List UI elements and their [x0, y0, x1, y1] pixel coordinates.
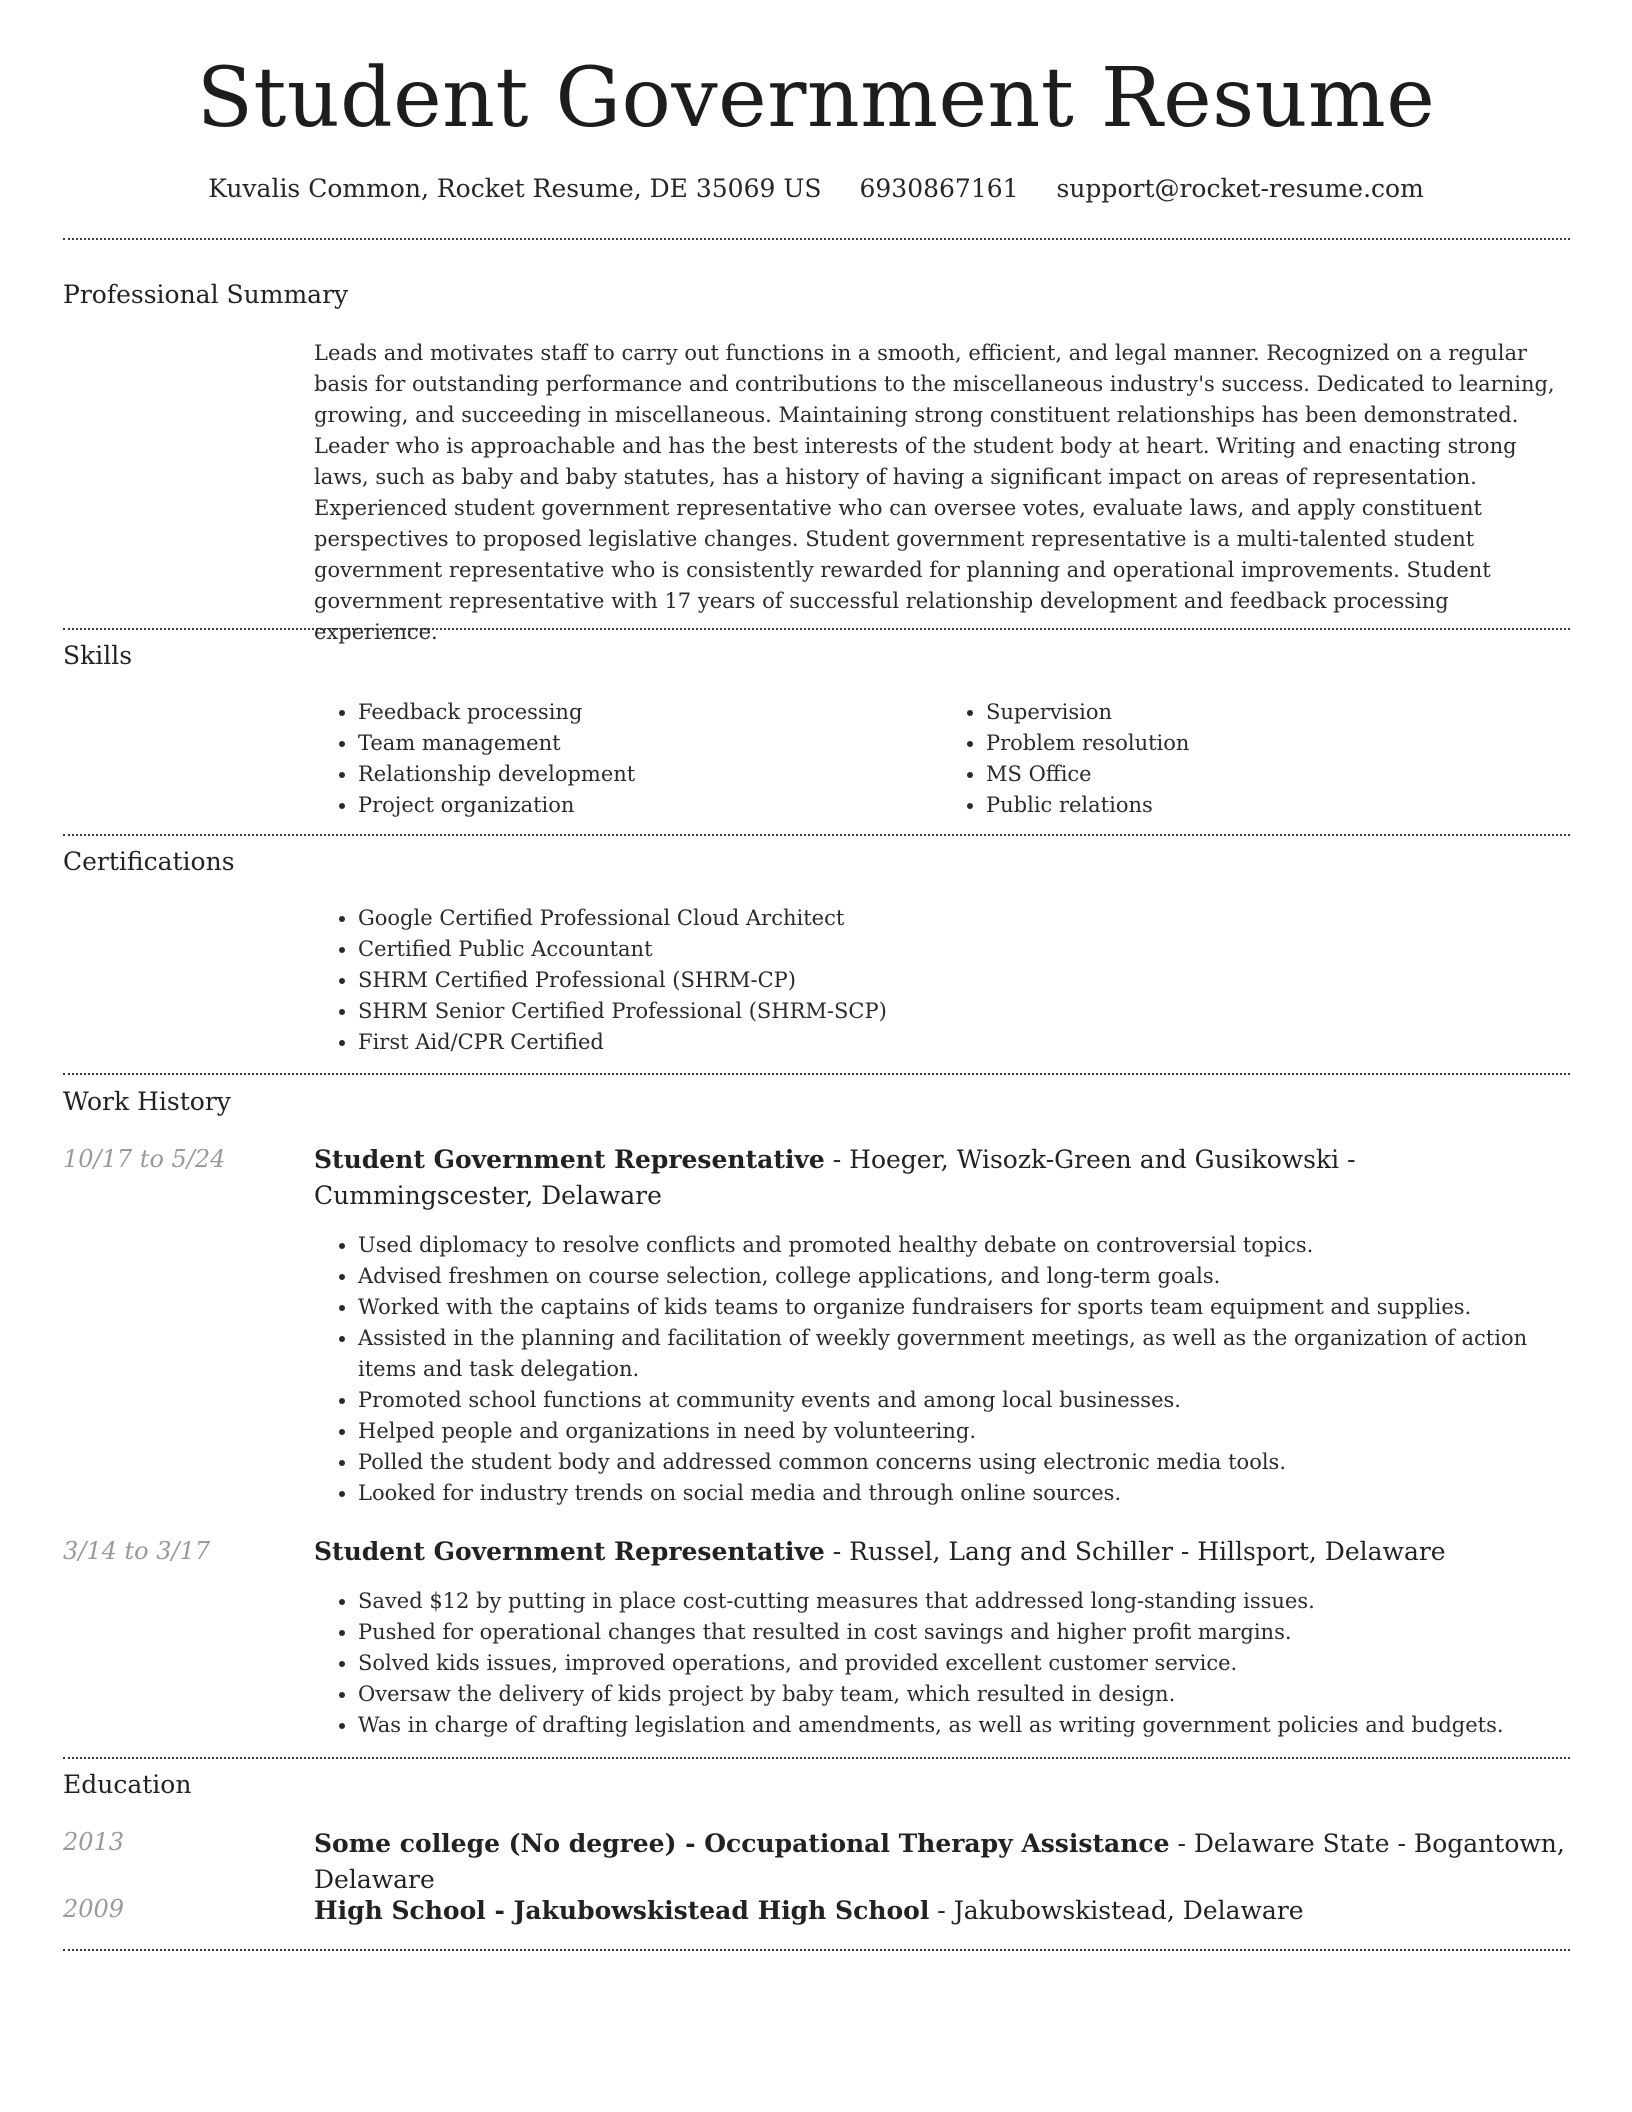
contact-email: support@rocket-resume.com: [1056, 174, 1424, 204]
certification-item: • SHRM Senior Certified Professional (SHRM-SCP): [358, 996, 1570, 1027]
job-bullet: • Assisted in the planning and facilitation of weekly government meetings, as well as the organization of action items and task delegation.: [358, 1323, 1570, 1385]
job-bullet: • Was in charge of drafting legislation and amendments, as well as writing government policies and budgets.: [358, 1710, 1570, 1741]
skills-grid: [314, 697, 1570, 821]
job-employer: - Hoeger, Wisozk-Green and Gusikowski - Cummingscester, Delaware: [314, 1145, 1356, 1210]
work-heading: Work History: [63, 1087, 231, 1116]
job-role: Student Government Representative: [314, 1537, 825, 1566]
job-bullet: • Saved $12 by putting in place cost-cutting measures that addressed long-standing issues.: [358, 1586, 1570, 1617]
job-dates: 10/17 to 5/24: [63, 1145, 226, 1173]
education-entry: [314, 1893, 1570, 1929]
job-bullet: • Helped people and organizations in need by volunteering.: [358, 1416, 1570, 1447]
skill-item: • Project organization: [358, 790, 942, 821]
job-bullet: • Used diplomacy to resolve conflicts and promoted healthy debate on controversial topics.: [358, 1230, 1570, 1261]
education-school: - Delaware State - Bogantown, Delaware: [314, 1829, 1565, 1894]
education-school: - Jakubowskistead, Delaware: [929, 1896, 1304, 1925]
job-dates: 3/14 to 3/17: [63, 1537, 211, 1565]
skill-item: • Public relations: [986, 790, 1570, 821]
resume-title: Student Government Resume: [196, 51, 1436, 146]
education-entry: [314, 1826, 1570, 1898]
summary-heading: Professional Summary: [63, 280, 349, 309]
certifications-heading: Certifications: [63, 847, 235, 876]
job-bullet: • Oversaw the delivery of kids project by baby team, which resulted in design.: [358, 1679, 1570, 1710]
contact-phone: 6930867161: [859, 174, 1019, 204]
skills-heading: Skills: [63, 641, 133, 670]
job-bullet: • Looked for industry trends on social media and through online sources.: [358, 1478, 1570, 1509]
skills-list-right: [942, 697, 1570, 821]
education-heading: Education: [63, 1770, 192, 1799]
job-bullets: [314, 1586, 1570, 1741]
section-divider: [63, 238, 1570, 240]
job-bullet: • Pushed for operational changes that resulted in cost savings and higher profit margins.: [358, 1617, 1570, 1648]
section-divider: [63, 1073, 1570, 1075]
education-degree: High School - Jakubowskistead High School: [314, 1896, 930, 1925]
skill-item: • Feedback processing: [358, 697, 942, 728]
job-employer: - Russel, Lang and Schiller - Hillsport, Delaware: [824, 1537, 1446, 1566]
education-degree: Some college (No degree) - Occupational Therapy Assistance: [314, 1829, 1170, 1858]
contact-line: [0, 174, 1632, 203]
skills-block: [314, 697, 1570, 821]
resume-header: [0, 0, 1632, 203]
section-divider: [63, 1949, 1570, 1951]
job-bullet: • Worked with the captains of kids teams to organize fundraisers for sports team equipment and supplies.: [358, 1292, 1570, 1323]
job-bullet: • Solved kids issues, improved operations, and provided excellent customer service.: [358, 1648, 1570, 1679]
certification-item: • SHRM Certified Professional (SHRM-CP): [358, 965, 1570, 996]
skill-item: • MS Office: [986, 759, 1570, 790]
certification-item: • First Aid/CPR Certified: [358, 1027, 1570, 1058]
certification-item: • Certified Public Accountant: [358, 934, 1570, 965]
section-divider: [63, 1757, 1570, 1759]
summary-text: Leads and motivates staff to carry out functions in a smooth, efficient, and legal manner. Recognized on a regular basis for outstanding performance and contributions to the miscellaneous industry's success. Dedicated to learning, growing, and succeeding in miscellaneous. Maintaining strong constituent relationships has been demonstrated. Leader who is approachable and has the best interests of the student body at heart. Writing and enacting strong laws, such as baby and baby statutes, has a history of having a significant impact on areas of representation. Experienced student government representative who can oversee votes, evaluate laws, and apply constituent perspectives to proposed legislative changes. Student government representative is a multi-talented student government representative who is consistently rewarded for planning and operational improvements. Student government representative with 17 years of successful relationship development and feedback processing experience.: [314, 341, 1555, 644]
certifications-block: [314, 903, 1570, 1058]
job-bullets: [314, 1230, 1570, 1509]
summary-block: [314, 338, 1570, 648]
job-bullet: • Polled the student body and addressed common concerns using electronic media tools.: [358, 1447, 1570, 1478]
job-bullets-block: [314, 1230, 1570, 1509]
contact-address: Kuvalis Common, Rocket Resume, DE 35069 US: [208, 174, 822, 204]
certifications-list: [314, 903, 1570, 1058]
education-year: 2013: [63, 1828, 125, 1856]
job-bullet: • Advised freshmen on course selection, college applications, and long-term goals.: [358, 1261, 1570, 1292]
job-title: [314, 1142, 1514, 1214]
certification-item: • Google Certified Professional Cloud Architect: [358, 903, 1570, 934]
job-bullet: • Promoted school functions at community events and among local businesses.: [358, 1385, 1570, 1416]
skill-item: • Team management: [358, 728, 942, 759]
section-divider: [63, 628, 1570, 630]
skill-item: • Problem resolution: [986, 728, 1570, 759]
skills-list-left: [314, 697, 942, 821]
job-bullets-block: [314, 1586, 1570, 1741]
job-role: Student Government Representative: [314, 1145, 825, 1174]
skill-item: • Supervision: [986, 697, 1570, 728]
skill-item: • Relationship development: [358, 759, 942, 790]
job-title: [314, 1534, 1514, 1570]
education-year: 2009: [63, 1895, 125, 1923]
section-divider: [63, 834, 1570, 836]
